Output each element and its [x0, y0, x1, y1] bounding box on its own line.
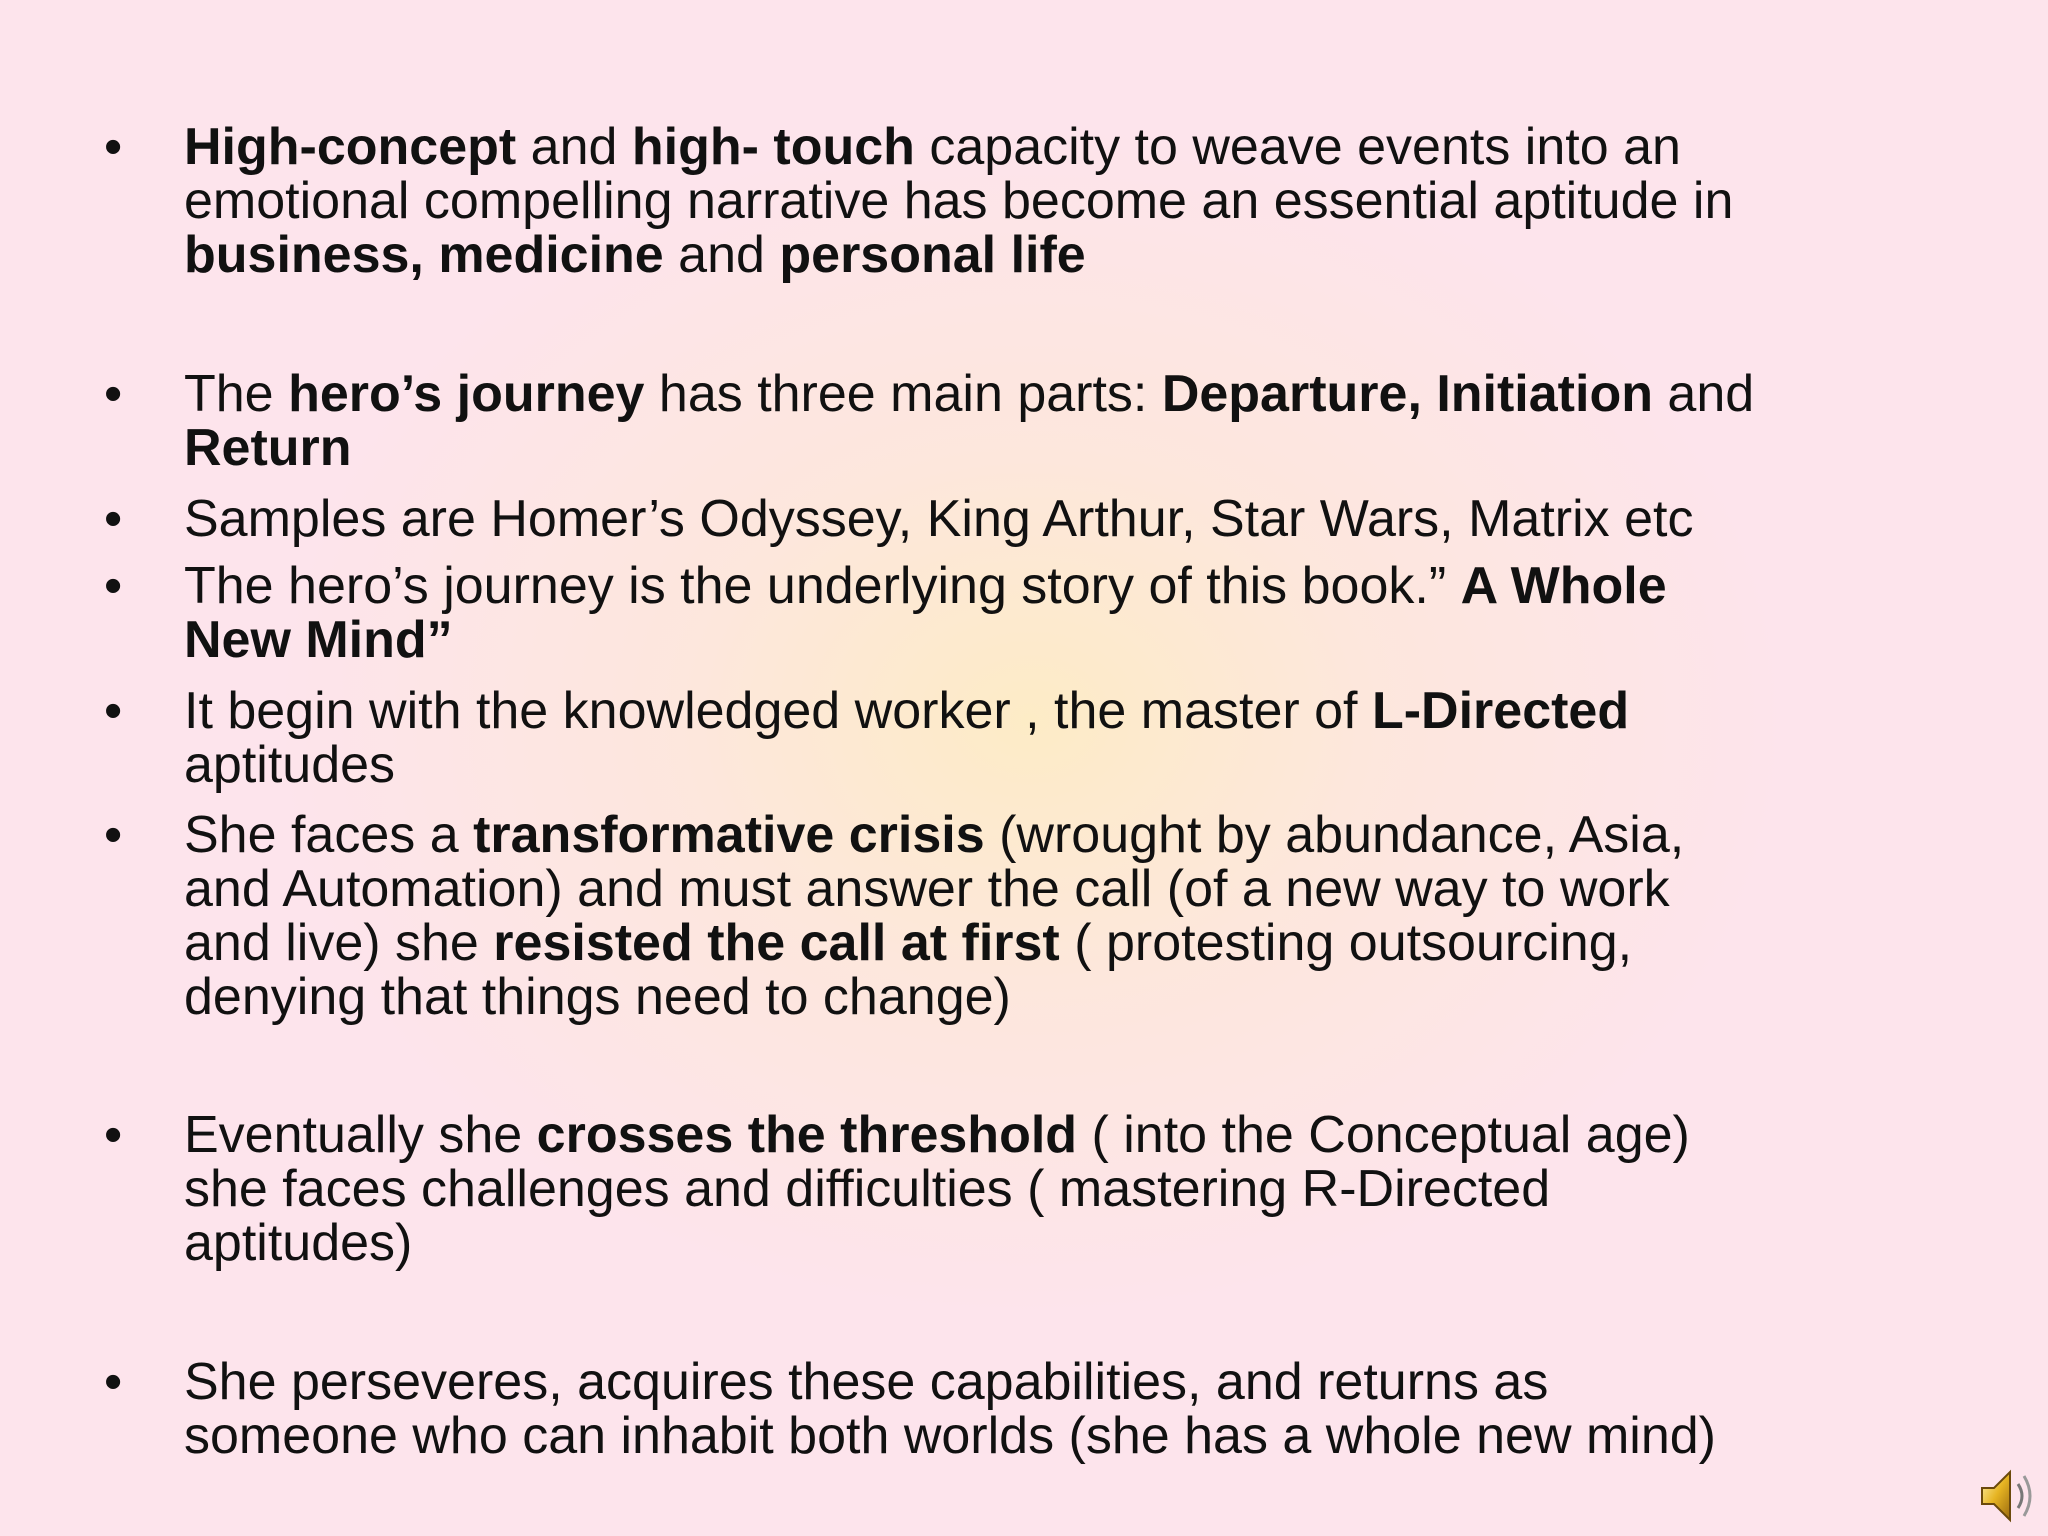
bold-run: New Mind” — [184, 611, 453, 669]
bullet-dot: • — [104, 806, 123, 864]
text-run: ( into the Conceptual age) — [1077, 1106, 1690, 1164]
bold-run: A Whole — [1460, 557, 1667, 615]
bold-run: crosses the threshold — [536, 1106, 1078, 1164]
text-run: The hero’s journey is the underlying story of this book.” — [184, 557, 1461, 615]
bold-run: resisted the call at first — [493, 914, 1060, 972]
bullet-line — [184, 421, 1924, 475]
text-run: ( protesting outsourcing, — [1059, 914, 1633, 972]
text-run: and Automation) and must answer the call (of a new way to work — [184, 860, 1670, 918]
text-run: denying that things need to change) — [184, 968, 1011, 1026]
bullet-dot: • — [104, 1353, 123, 1411]
bullet-dot: • — [104, 365, 123, 423]
bullet-text — [184, 808, 1924, 1024]
bullet-text — [184, 120, 1924, 282]
bullet-line — [184, 916, 1924, 970]
text-run: It begin with the knowledged worker , the master of — [184, 682, 1372, 740]
text-run: She perseveres, acquires these capabilities, and returns as — [184, 1353, 1549, 1411]
bullet-line — [184, 228, 1924, 282]
text-run: She faces a — [184, 806, 474, 864]
speaker-icon[interactable] — [1978, 1464, 2038, 1528]
text-run: and — [516, 118, 632, 176]
text-run: has three main parts: — [644, 365, 1162, 423]
bullet-dot: • — [104, 490, 123, 548]
bullet-text — [184, 367, 1924, 475]
bullet-dot: • — [104, 682, 123, 740]
bullet-text — [184, 684, 1924, 792]
bullet-line — [184, 367, 1924, 421]
text-run: Samples are Homer’s Odyssey, King Arthur, Star Wars, Matrix etc — [184, 490, 1694, 548]
bullet-text — [184, 1355, 1924, 1463]
bold-run: transformative crisis — [473, 806, 985, 864]
bold-run: hero’s journey — [288, 365, 645, 423]
text-run: she faces challenges and difficulties ( mastering R-Directed — [184, 1160, 1551, 1218]
bullet-line — [184, 1162, 1924, 1216]
text-run: The — [184, 365, 289, 423]
bullet-text — [184, 559, 1924, 667]
bold-run: High-concept — [184, 118, 517, 176]
bold-run: personal life — [779, 226, 1086, 284]
text-run: (wrought by abundance, Asia, — [984, 806, 1685, 864]
bold-run: high- touch — [631, 118, 915, 176]
bold-run: Departure, Initiation — [1161, 365, 1653, 423]
text-run: and live) she — [184, 914, 494, 972]
bullet-line — [184, 120, 1924, 174]
bullet-line — [184, 970, 1924, 1024]
bullet-line — [184, 1108, 1924, 1162]
bullet-dot: • — [104, 1106, 123, 1164]
bullet-line — [184, 613, 1924, 667]
text-run: Eventually she — [184, 1106, 537, 1164]
bullet-line — [184, 738, 1924, 792]
bullet-text — [184, 1108, 1924, 1270]
bold-run: L-Directed — [1371, 682, 1630, 740]
bullet-line — [184, 862, 1924, 916]
bold-run: Return — [184, 419, 352, 477]
bullet-line — [184, 492, 1924, 546]
bold-run: business, medicine — [184, 226, 664, 284]
bullet-line — [184, 808, 1924, 862]
bullet-dot: • — [104, 557, 123, 615]
text-run: emotional compelling narrative has become an essential aptitude in — [184, 172, 1734, 230]
bullet-dot: • — [104, 118, 123, 176]
bullet-line — [184, 174, 1924, 228]
bullet-line — [184, 684, 1924, 738]
bullet-line — [184, 1409, 1924, 1463]
bullet-text — [184, 492, 1924, 546]
bullet-line — [184, 559, 1924, 613]
text-run: someone who can inhabit both worlds (she has a whole new mind) — [184, 1407, 1716, 1465]
bullet-line — [184, 1216, 1924, 1270]
text-run: capacity to weave events into an — [914, 118, 1681, 176]
text-run: and — [1652, 365, 1755, 423]
text-run: aptitudes) — [184, 1214, 413, 1272]
text-run: and — [663, 226, 780, 284]
text-run: aptitudes — [184, 736, 396, 794]
bullet-line — [184, 1355, 1924, 1409]
